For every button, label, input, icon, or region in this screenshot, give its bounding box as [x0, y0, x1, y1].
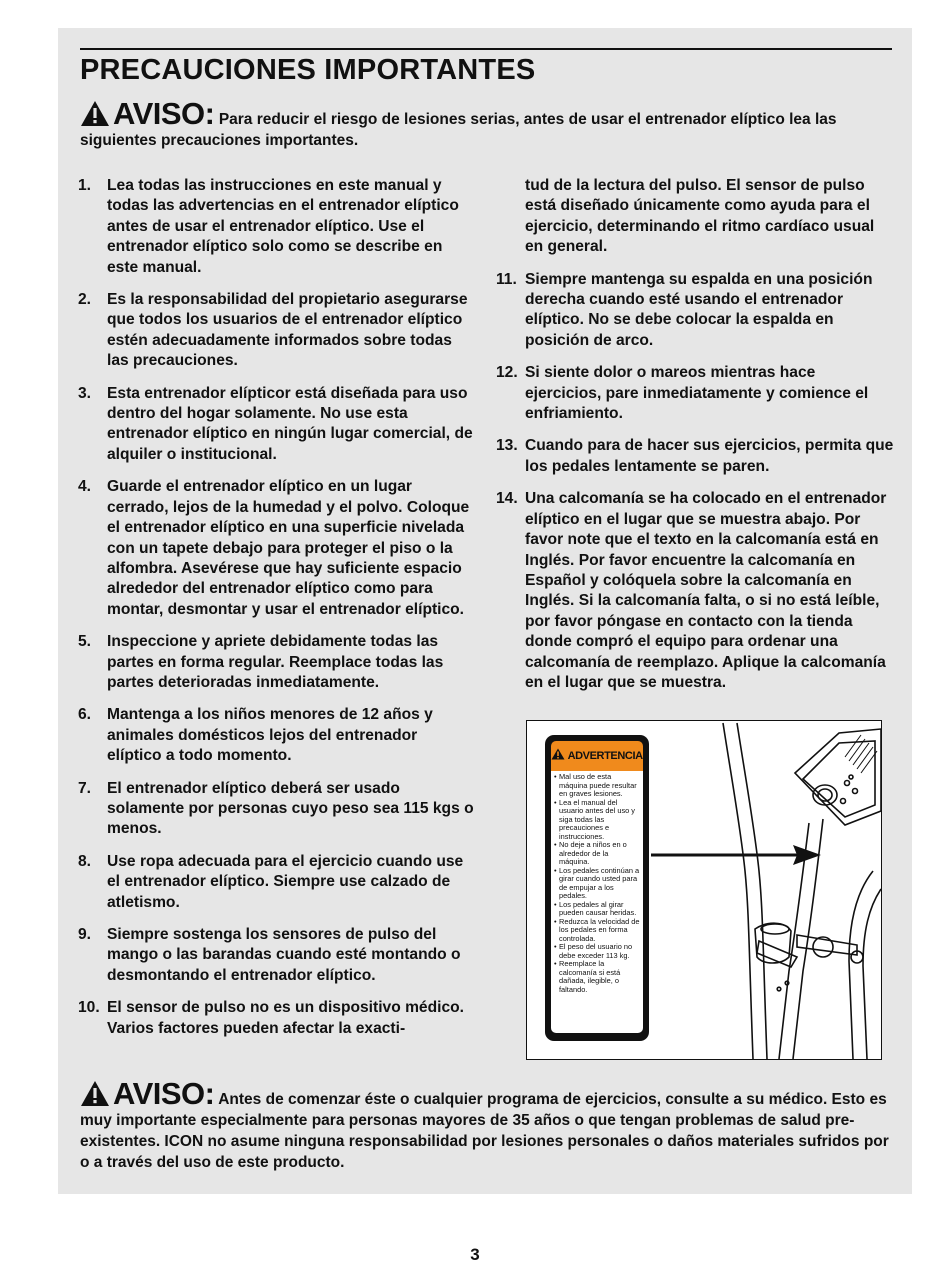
page-title: PRECAUCIONES IMPORTANTES: [80, 54, 536, 86]
item-text: Lea todas las instrucciones en este manual y todas las advertencias en el entrenador elíptico antes de usar el entrenador elíptico. Use el entrenador elíptico solo como se describe en este manual.: [107, 177, 459, 276]
precaution-item: [78, 290, 474, 372]
item-text: Inspeccione y apriete debidamente todas las partes en forma regular. Reemplace todas las partes deterioradas inmediatamente.: [107, 633, 444, 691]
precaution-item: [496, 270, 894, 352]
precaution-item: [78, 477, 474, 620]
item-text: El entrenador elíptico deberá ser usado solamente por personas cuyo peso sea 115 kgs o menos.: [107, 779, 474, 838]
item-text: Cuando para de hacer sus ejercicios, permita que los pedales lentamente se paren.: [525, 437, 894, 475]
precaution-item: [78, 779, 474, 840]
item-number: 8.: [78, 852, 92, 870]
precaution-item: [496, 436, 894, 477]
item-text: Siempre mantenga su espalda en una posición derecha cuando esté usando el entrenador elíptico. No se debe colocar la espalda en posición de arco.: [525, 270, 873, 349]
item-text: Una calcomanía se ha colocado en el entrenador elíptico en el lugar que se muestra abajo. Por favor note que el texto en la calcomanía está en Inglés. Por favor encuentre la calcomanía en Español y colóquela sobre la calcomanía en Inglés. Si la calcomanía falta, o si no está leíble, por favor póngase en contacto con la tienda donde compró el equipo para ordenar una calcomanía de reemplazo. Aplique la calcomanía en el lugar que se muestra.: [525, 490, 887, 691]
item-number: 9.: [78, 926, 92, 943]
item-number: 4.: [78, 478, 92, 496]
elliptical-machine-drawing: [527, 721, 881, 1059]
warning-label: AVISO:: [113, 1076, 215, 1111]
warning-label: AVISO:: [113, 96, 215, 131]
precaution-item: [78, 632, 474, 693]
precautions-list-left: [78, 176, 474, 1039]
precaution-item: [78, 384, 474, 466]
item-10-continued: tud de la lectura del pulso. El sensor de pulso está diseñado únicamente como ayuda para el ejercicio, determinando el ritmo cardíaco usual en general.: [525, 177, 875, 256]
decal-bullet: • Reduzca la velocidad de los pedales en forma controlada.: [554, 918, 640, 944]
decal-bullet: • Los pedales continúan a girar cuando usted para de empujar a los pedales.: [554, 867, 640, 901]
precaution-item: [78, 925, 474, 986]
item-text: Mantenga a los niños menores de 12 años y animales domésticos lejos del entrenador elíptico a todo momento.: [107, 706, 433, 765]
decal-bullet: • Mal uso de esta máquina puede resultar en graves lesiones.: [554, 773, 640, 799]
item-text: Use ropa adecuada para el ejercicio cuando use el entrenador elíptico. Siempre use calzado de atletismo.: [107, 852, 464, 911]
decal-location-figure: [526, 720, 882, 1060]
item-text: El sensor de pulso no es un dispositivo médico. Varios factores pueden afectar la exacti-: [107, 999, 464, 1037]
heading-rule: [80, 48, 892, 50]
item-number: 13.: [496, 437, 518, 455]
item-number: 2.: [78, 291, 92, 309]
warning-text: Para reducir el riesgo de lesiones serias, antes de usar el entrenador elíptico lea las siguientes precauciones importantes.: [80, 111, 837, 149]
warning-triangle-icon: [80, 1080, 110, 1107]
item-text: Es la responsabilidad del propietario asegurarse que todos los usuarios de el entrenador elíptico estén adecuadamente informados sobre todas las precauciones.: [107, 291, 468, 370]
warning-triangle-icon: [80, 100, 110, 127]
decal-bullet: • No deje a niños en o alrededor de la máquina.: [554, 841, 640, 867]
precaution-item: [78, 852, 474, 913]
item-text: Siempre sostenga los sensores de pulso del mango o las barandas cuando esté montando o desmontando el entrenador elíptico.: [107, 926, 461, 984]
right-column: [496, 176, 894, 705]
left-column: [78, 176, 474, 1051]
page-number: 3: [470, 1245, 480, 1264]
decal-title: ADVERTENCIA: [567, 750, 643, 762]
decal-bullet: • Los pedales al girar pueden causar heridas.: [554, 901, 640, 918]
item-text: Si siente dolor o mareos mientras hace ejercicios, pare inmediatamente y comience el enfriamiento.: [525, 364, 869, 423]
top-warning: [80, 96, 892, 151]
item-text: Guarde el entrenador elíptico en un lugar cerrado, lejos de la humedad y el polvo. Coloque el entrenador elíptico en una superficie nivelada con un tapete debajo para proteger el piso o la alfombra. Asevérese que hay suficiente espacio alrededor del entrenador elíptico como para montar, desmontar y usar el entrenador elíptico.: [107, 478, 470, 618]
item-number: 14.: [496, 490, 518, 508]
precaution-item: [78, 176, 474, 278]
precaution-item: [496, 489, 894, 693]
item-number: 7.: [78, 779, 92, 797]
item-number: 11.: [496, 270, 517, 288]
decal-bullet: • Lea el manual del usuario antes del uso y siga todas las precauciones e instrucciones.: [554, 799, 640, 842]
bottom-warning: [80, 1076, 892, 1173]
item-number: 3.: [78, 384, 92, 402]
warning-text: Antes de comenzar éste o cualquier programa de ejercicios, consulte a su médico. Esto es muy importante especialmente para personas mayores de 35 años o que tengan problemas de salud pre-existentes. ICON no asume ninguna responsabilidad por lesiones personales o daños materiales sufridos por o a través del uso de este producto.: [80, 1091, 889, 1171]
precaution-item: [78, 705, 474, 766]
decal-bullet: • El peso del usuario no debe exceder 113 kg.: [554, 943, 640, 960]
item-number: 10.: [78, 999, 100, 1017]
precaution-item: [496, 363, 894, 424]
item-number: 1.: [78, 177, 92, 194]
precautions-list-right: [496, 270, 894, 694]
item-text: Esta entrenador elípticor está diseñada para uso dentro del hogar solamente. No use esta entrenador elíptico en ningún lugar comercial, de alquiler o institucional.: [107, 384, 473, 463]
item-number: 5.: [78, 633, 92, 651]
item-number: 12.: [496, 364, 518, 382]
decal-bullet: • Reemplace la calcomanía si está dañada, ilegible, o faltando.: [554, 960, 640, 994]
item-number: 6.: [78, 706, 92, 724]
precaution-item: [78, 998, 474, 1039]
